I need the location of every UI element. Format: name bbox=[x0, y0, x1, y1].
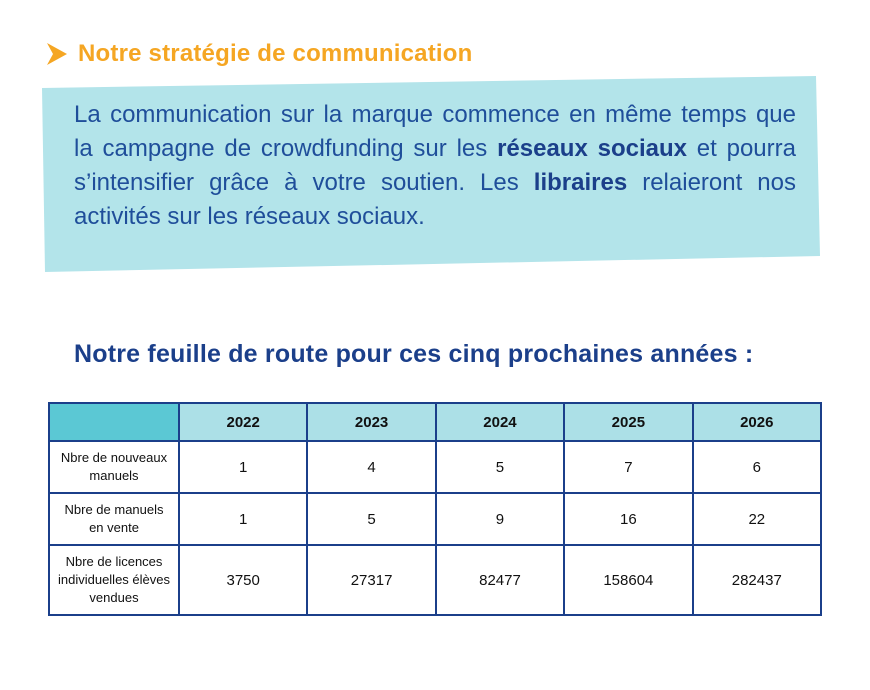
table-cell: 22 bbox=[693, 493, 821, 545]
table-cell: 1 bbox=[179, 493, 307, 545]
roadmap-title: Notre feuille de route pour ces cinq prochaines années : bbox=[74, 340, 754, 368]
arrow-right-icon bbox=[46, 42, 68, 66]
table-cell: 5 bbox=[436, 441, 564, 493]
note-text-part-3: relaieront nos activités sur les réseaux sociaux. bbox=[74, 169, 796, 230]
roadmap-table bbox=[48, 402, 822, 616]
year-header: 2024 bbox=[436, 403, 564, 441]
year-header: 2026 bbox=[693, 403, 821, 441]
table-cell: 7 bbox=[564, 441, 692, 493]
table-cell: 16 bbox=[564, 493, 692, 545]
row-label: Nbre de manuels en vente bbox=[49, 493, 179, 545]
table-cell: 6 bbox=[693, 441, 821, 493]
row-label: Nbre de licences individuelles élèves vendues bbox=[49, 545, 179, 615]
table-cell: 27317 bbox=[307, 545, 435, 615]
table-cell: 1 bbox=[179, 441, 307, 493]
table-row bbox=[49, 545, 821, 615]
note-text bbox=[74, 98, 796, 234]
table-cell: 158604 bbox=[564, 545, 692, 615]
year-header: 2023 bbox=[307, 403, 435, 441]
table-cell: 82477 bbox=[436, 545, 564, 615]
table-header-row bbox=[49, 403, 821, 441]
section-heading bbox=[46, 40, 472, 68]
row-label: Nbre de nouveaux manuels bbox=[49, 441, 179, 493]
note-highlight-booksellers: libraires bbox=[533, 169, 628, 196]
table-corner-cell bbox=[49, 403, 179, 441]
section-title: Notre stratégie de communication bbox=[78, 40, 473, 67]
note-highlight-social-networks: réseaux sociaux bbox=[497, 135, 687, 162]
table-cell: 4 bbox=[307, 441, 435, 493]
communication-note bbox=[42, 76, 820, 272]
year-header: 2025 bbox=[564, 403, 692, 441]
note-text-part-1: La communication sur la marque commence en même temps que la campagne de crowdfunding sur les bbox=[74, 101, 796, 162]
table-cell: 9 bbox=[436, 493, 564, 545]
year-header: 2022 bbox=[179, 403, 307, 441]
table-cell: 282437 bbox=[693, 545, 821, 615]
table-cell: 3750 bbox=[179, 545, 307, 615]
note-text-part-2: et pourra s’intensifier grâce à votre soutien. Les bbox=[74, 135, 796, 196]
table-row bbox=[49, 441, 821, 493]
table-cell: 5 bbox=[307, 493, 435, 545]
table-row bbox=[49, 493, 821, 545]
